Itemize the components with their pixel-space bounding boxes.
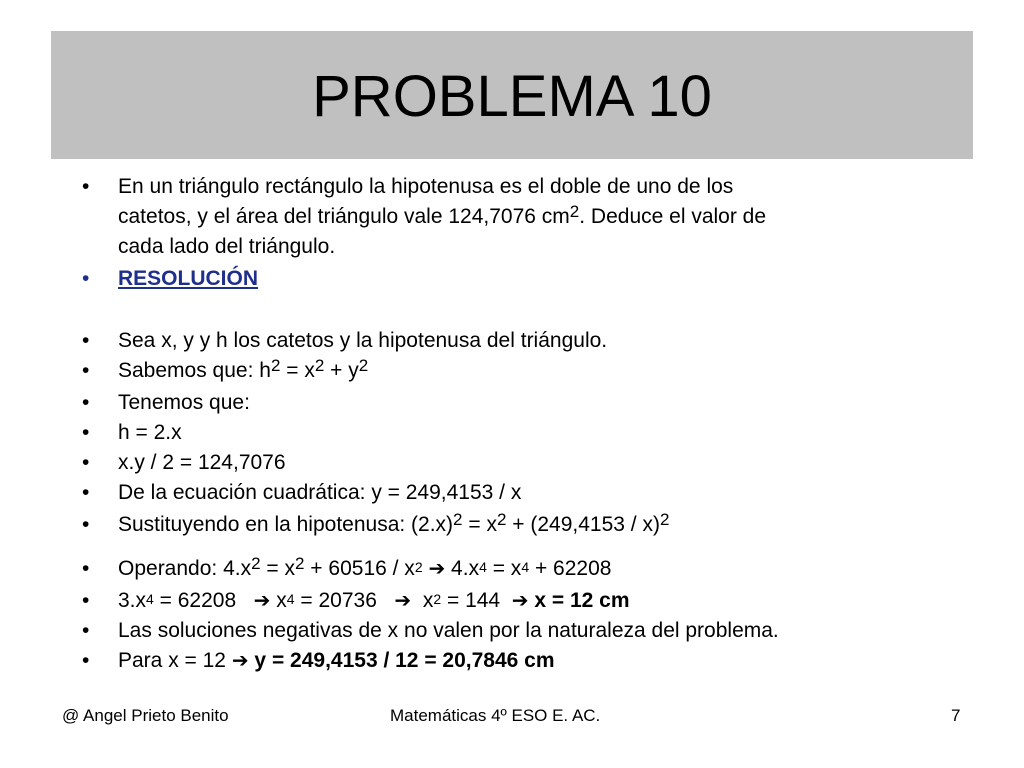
tenemos-line: Tenemos que: <box>118 391 250 414</box>
bullet-icon: • <box>82 589 90 612</box>
resolucion-link[interactable]: RESOLUCIÓN <box>118 267 259 290</box>
footer-author: @ Angel Prieto Benito <box>62 706 229 725</box>
operando-line: Operando: $4.x^2 = x^2 + 60516 / x^2$ ➔ $4.x^4 = x^4 + 62208$ <box>118 554 612 580</box>
sea-line: Sea x, y y h los catetos y la hipotenusa del triángulo. <box>118 329 608 352</box>
bullet-icon: • <box>82 391 90 414</box>
para-line: Para x = 12 ➔ y = 249,4153 / 12 = 20,7846 cm <box>118 649 555 672</box>
h-equation: h = 2.x <box>118 421 182 444</box>
y-result: y = 249,4153 / 12 = 20,7846 cm <box>248 649 555 672</box>
slide-title: PROBLEMA 10 <box>312 64 712 129</box>
footer-page-number: 7 <box>951 706 961 725</box>
bullet-icon: • <box>82 649 90 672</box>
arrow-right-icon: ➔ <box>394 590 412 612</box>
bullet-icon: • <box>82 619 90 642</box>
superscript: 2 <box>569 202 580 221</box>
sustituyendo-line: Sustituyendo en la hipotenusa: $(2.x)^2 = x^2 + (249,4153 / x)^2$ <box>118 510 670 536</box>
bullet-icon: • <box>82 175 90 198</box>
bullet-icon: • <box>82 421 90 444</box>
soluciones-line: Las soluciones negativas de x no valen por la naturaleza del problema. <box>118 619 779 642</box>
bullet-icon: • <box>82 513 90 536</box>
problem-line-2b: . Deduce el valor de <box>579 205 767 228</box>
xy-equation: x.y / 2 = 124,7076 <box>118 451 286 474</box>
bullet-icon: • <box>82 557 90 580</box>
problem-line-3: cada lado del triángulo. <box>118 235 336 258</box>
footer-course: Matemáticas 4º ESO E. AC. <box>390 706 601 725</box>
problem-line-1: En un triángulo rectángulo la hipotenusa es el doble de uno de los <box>118 175 734 198</box>
footer <box>0 706 1024 736</box>
bullet-icon: • <box>82 481 90 504</box>
bullet-icon: • <box>82 329 90 352</box>
ecuacion-line: De la ecuación cuadrática: y = 249,4153 / x <box>118 481 522 504</box>
arrow-right-icon: ➔ <box>231 650 249 672</box>
bullet-icon: • <box>82 451 90 474</box>
x-result: x = 12 cm <box>528 589 630 612</box>
bullet-icon: • <box>82 267 90 290</box>
problem-line-2a: catetos, y el área del triángulo vale 124,7076 cm <box>118 205 570 228</box>
sabemos-line: Sabemos que: $h^2 = x^2 + y^2$ <box>118 356 369 382</box>
arrow-right-icon: ➔ <box>511 590 529 612</box>
arrow-right-icon: ➔ <box>428 558 446 580</box>
bullet-icon: • <box>82 359 90 382</box>
arrow-right-icon: ➔ <box>253 590 271 612</box>
title-bar <box>51 31 973 159</box>
step3-line: $3.x^4 = 62208$ ➔ $x^4 = 20736$ ➔ $x^2 = 144$ ➔ x = 12 cm <box>118 589 630 612</box>
